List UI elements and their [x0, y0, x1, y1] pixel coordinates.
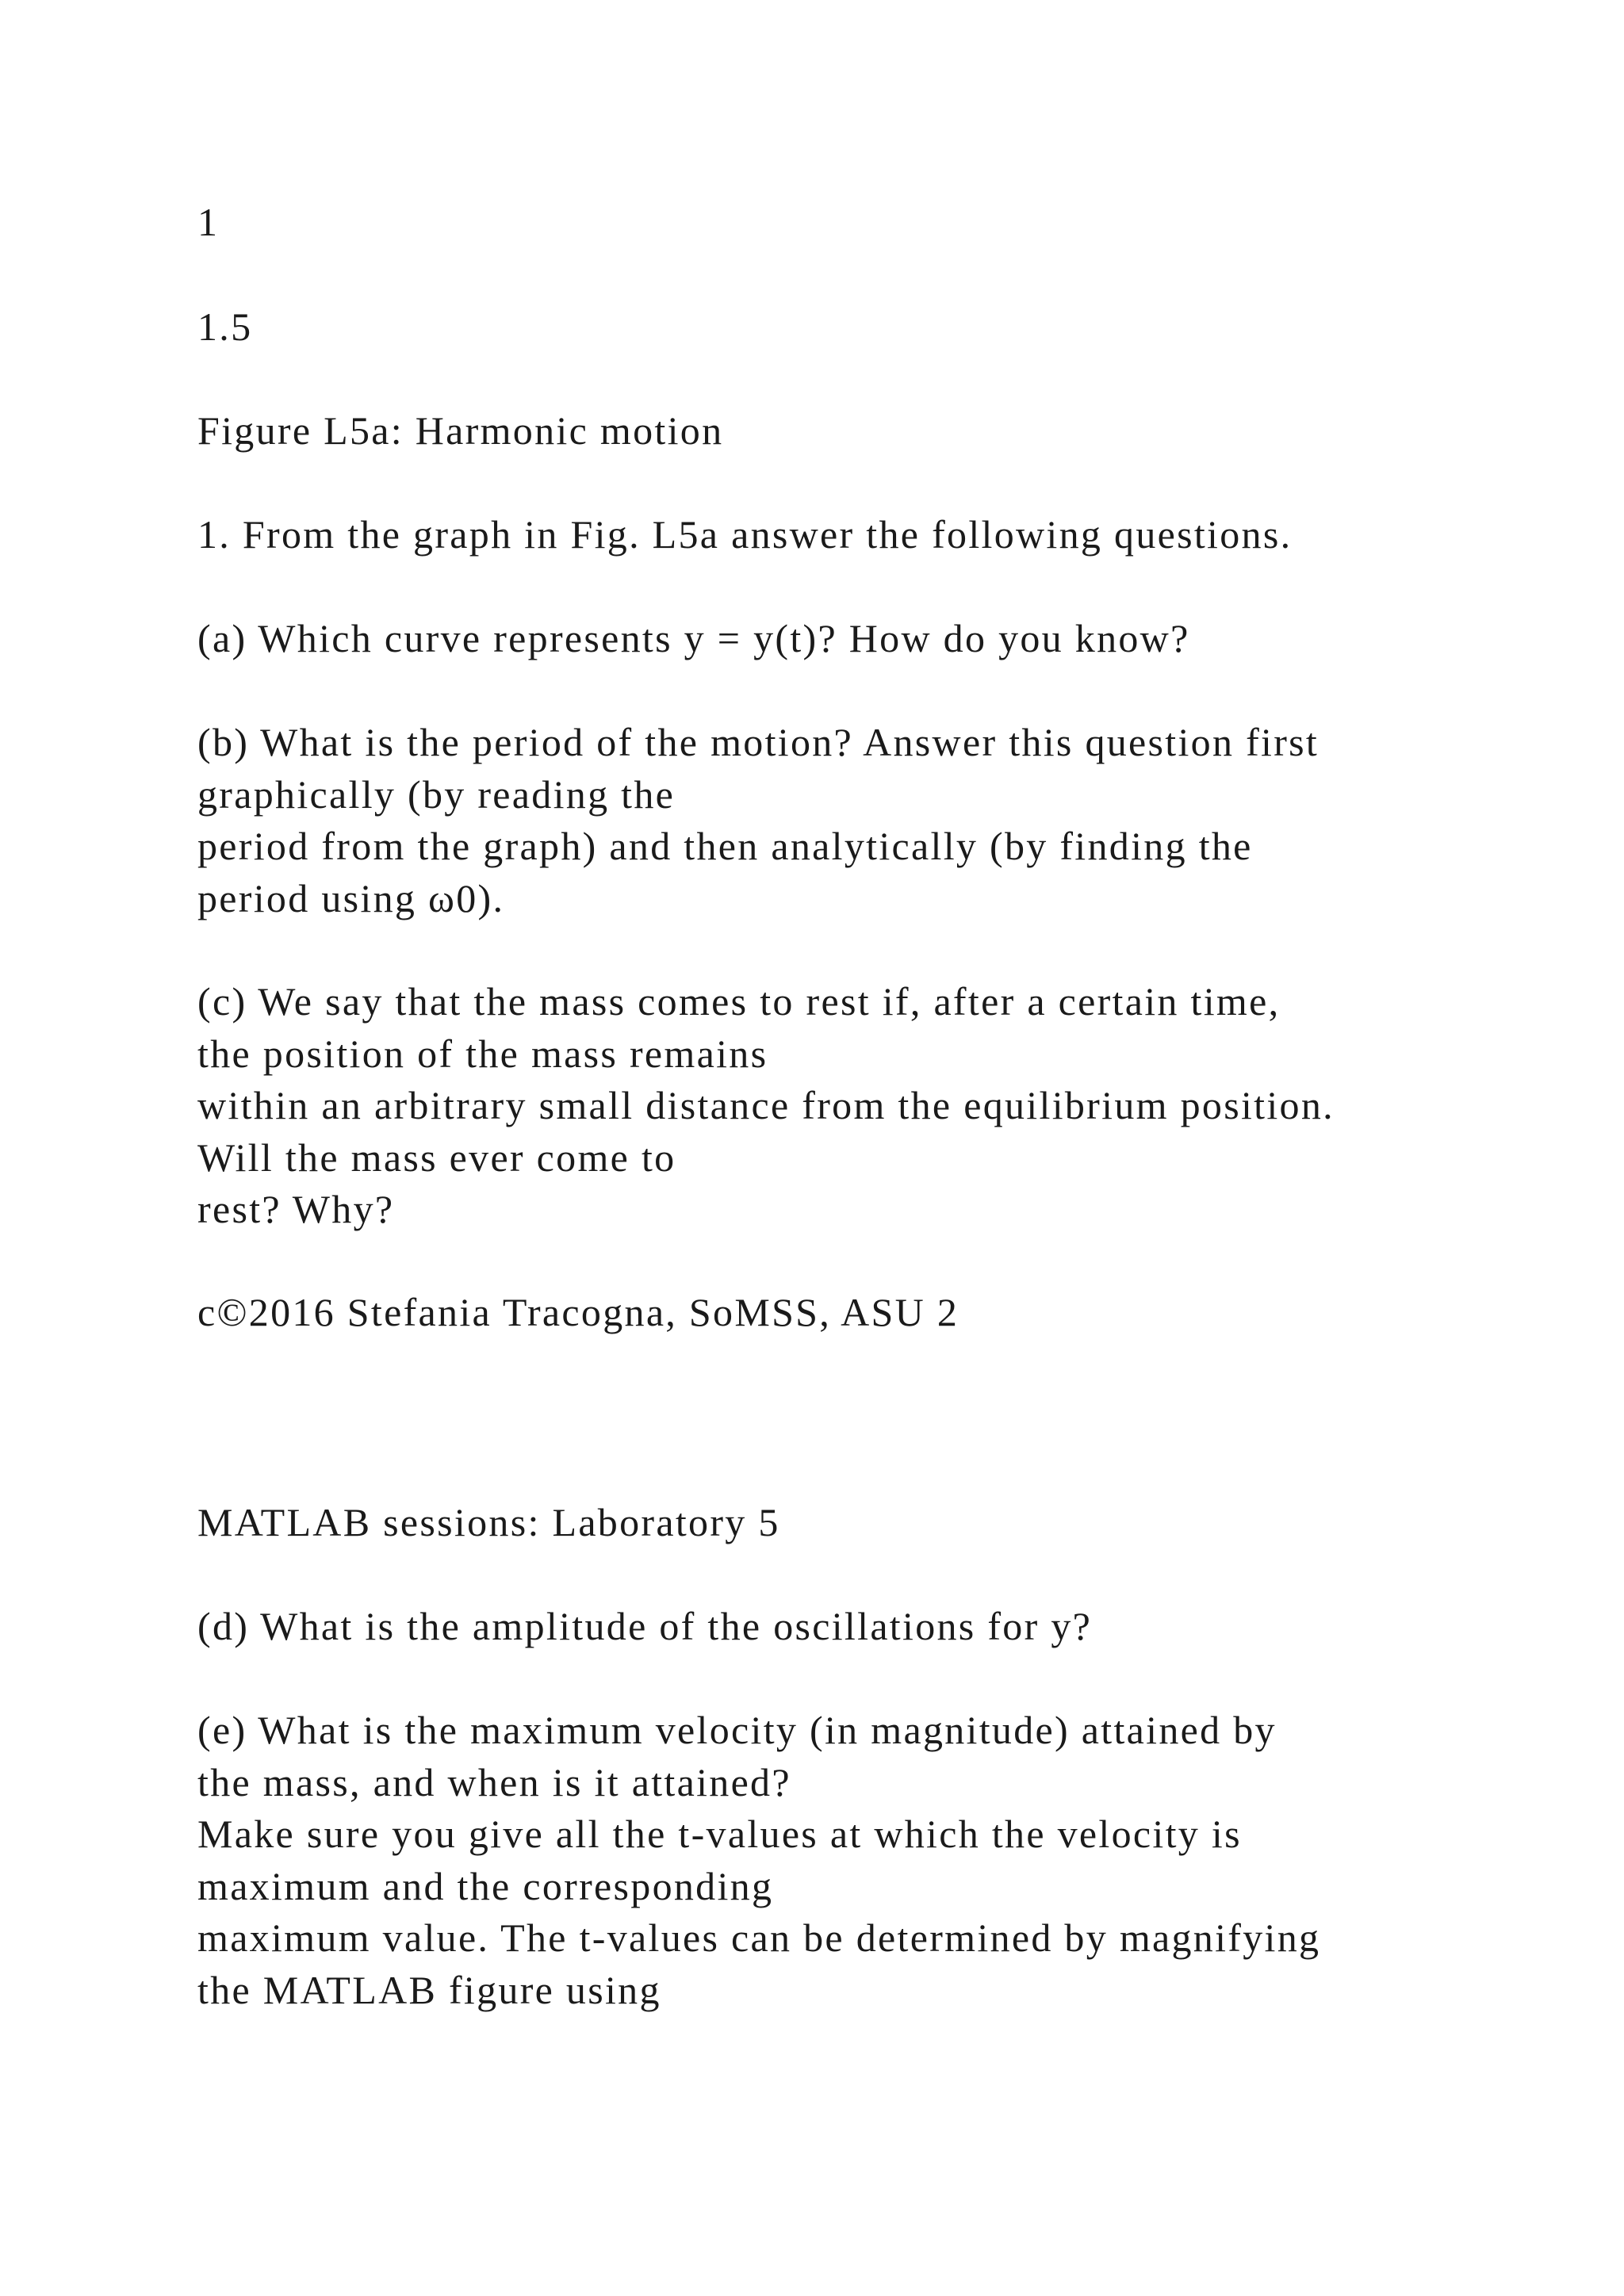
question-1e — [197, 1705, 1609, 2016]
text-line: (a) Which curve represents y = y(t)? How do you know? — [197, 616, 1190, 660]
figure-caption — [197, 405, 1609, 457]
text-line: maximum value. The t-values can be determined by magnifying — [197, 1915, 1321, 1960]
text-line: MATLAB sessions: Laboratory 5 — [197, 1500, 780, 1544]
text-line: 1.5 — [197, 304, 253, 349]
text-line: Figure L5a: Harmonic motion — [197, 408, 724, 453]
question-1b — [197, 717, 1609, 924]
text-line: period from the graph) and then analytically (by finding the — [197, 824, 1253, 868]
text-line: maximum and the corresponding — [197, 1863, 774, 1908]
section-header — [197, 1497, 1609, 1549]
text-line: (e) What is the maximum velocity (in magnitude) attained by — [197, 1708, 1277, 1752]
page-number-1 — [197, 197, 1609, 249]
text-line: (b) What is the period of the motion? Answer this question first — [197, 720, 1320, 764]
axis-value-1-5 — [197, 301, 1609, 354]
question-1a — [197, 613, 1609, 665]
question-1c — [197, 976, 1609, 1236]
text-line: within an arbitrary small distance from the equilibrium position. — [197, 1083, 1335, 1127]
text-line: the mass, and when is it attained? — [197, 1759, 791, 1804]
text-line: rest? Why? — [197, 1187, 395, 1231]
text-line: Make sure you give all the t-values at which the velocity is — [197, 1812, 1242, 1856]
copyright-footer — [197, 1287, 1609, 1339]
text-line: 1. From the graph in Fig. L5a answer the following questions. — [197, 512, 1293, 557]
text-line: Will the mass ever come to — [197, 1135, 676, 1180]
text-line: the MATLAB figure using — [197, 1967, 661, 2012]
text-line: (c) We say that the mass comes to rest if, after a certain time, — [197, 979, 1281, 1024]
text-line: (d) What is the amplitude of the oscillations for y? — [197, 1604, 1093, 1648]
text-line: the position of the mass remains — [197, 1031, 768, 1076]
text-line: c©2016 Stefania Tracogna, SoMSS, ASU 2 — [197, 1290, 959, 1334]
question-1d — [197, 1601, 1609, 1653]
question-1-intro — [197, 509, 1609, 561]
text-line: 1 — [197, 200, 220, 244]
text-line: graphically (by reading the — [197, 771, 676, 817]
text-line: period using ω0). — [197, 875, 505, 920]
